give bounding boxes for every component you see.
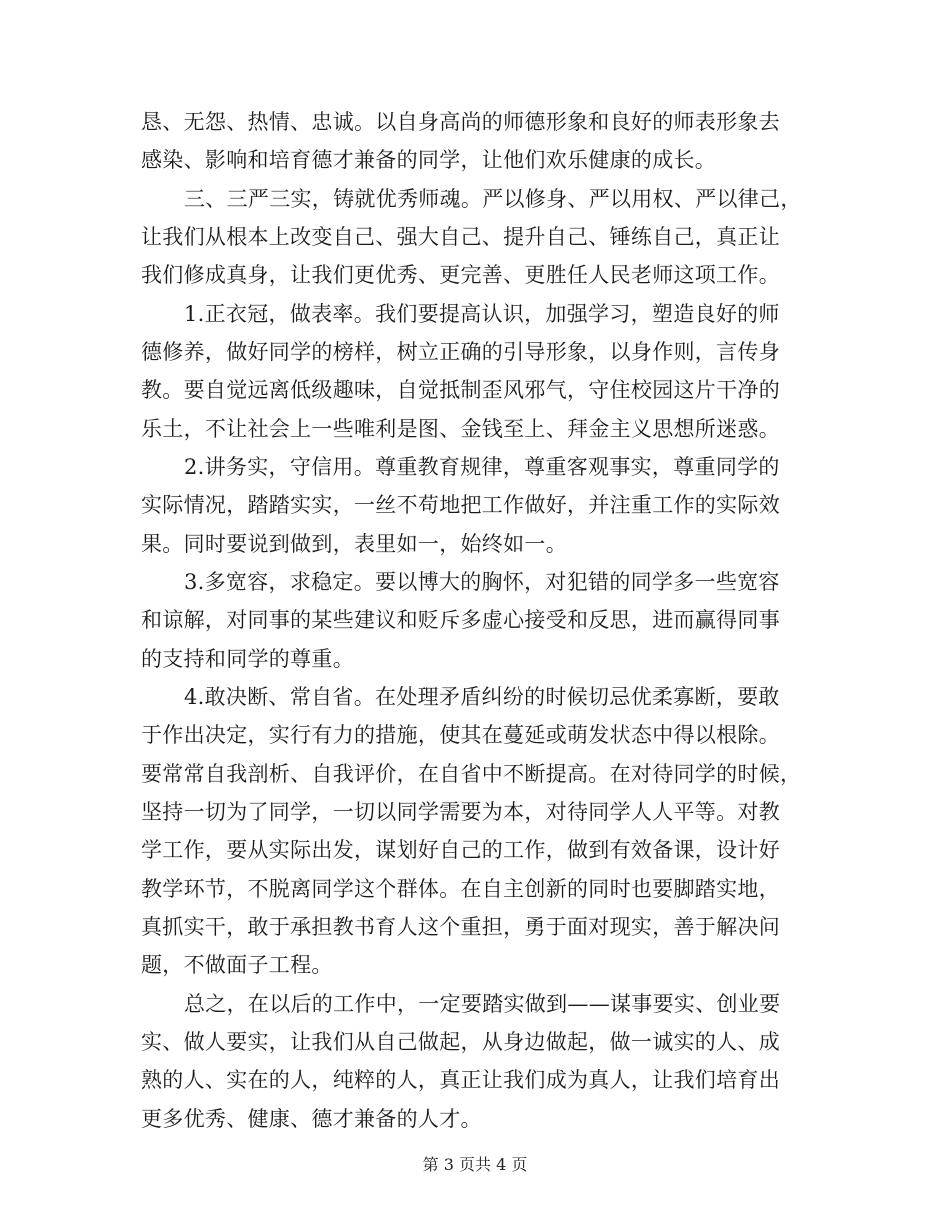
text-line: 乐土，不让社会上一些唯利是图、金钱至上、拜金主义思想所迷惑。 (141, 417, 780, 441)
text-line: 更多优秀、健康、德才兼备的人才。 (141, 1107, 482, 1131)
text-line: 和谅解，对同事的某些建议和贬斥多虚心接受和反思，进而赢得同事 (141, 608, 780, 632)
text-line: 让我们从根本上改变自己、强大自己、提升自己、锤练自己，真正让 (141, 225, 780, 249)
text-line: 题，不做面子工程。 (141, 953, 333, 977)
page-number-footer: 第 3 页共 4 页 (422, 1155, 528, 1174)
text-line: 教学环节，不脱离同学这个群体。在自主创新的同时也要脚踏实地， (141, 877, 780, 901)
paragraph-first-line: 1.正衣冠，做表率。我们要提高认识，加强学习，塑造良好的师 (184, 302, 780, 326)
text-line: 我们修成真身，让我们更优秀、更完善、更胜任人民老师这项工作。 (141, 263, 780, 287)
paragraph-first-line: 三、三严三实，铸就优秀师魂。严以修身、严以用权、严以律己， (184, 187, 802, 211)
paragraph-first-line: 2.讲务实，守信用。尊重教育规律，尊重客观事实，尊重同学的 (184, 455, 780, 479)
paragraph-first-line: 4.敢决断、常自省。在处理矛盾纠纷的时候切忌优柔寡断，要敢 (184, 685, 780, 709)
text-line: 坚持一切为了同学，一切以同学需要为本，对待同学人人平等。对教 (141, 800, 780, 824)
text-line: 于作出决定，实行有力的措施，使其在蔓延或萌发状态中得以根除。 (141, 723, 780, 747)
text-line: 实、做人要实，让我们从自己做起，从身边做起，做一诚实的人、成 (141, 1030, 780, 1054)
paragraph-first-line: 总之，在以后的工作中，一定要踏实做到——谋事要实、创业要 (184, 992, 781, 1016)
paragraph-first-line: 3.多宽容，求稳定。要以博大的胸怀，对犯错的同学多一些宽容 (184, 570, 780, 594)
text-line: 恳、无怨、热情、忠诚。以自身高尚的师德形象和良好的师表形象去 (141, 110, 780, 134)
text-line: 真抓实干，敢于承担教书育人这个重担，勇于面对现实，善于解决问 (141, 915, 780, 939)
text-line: 德修养，做好同学的榜样，树立正确的引导形象，以身作则，言传身 (141, 340, 780, 364)
text-line: 果。同时要说到做到，表里如一，始终如一。 (141, 532, 567, 556)
text-line: 教。要自觉远离低级趣味，自觉抵制歪风邪气，守住校园这片干净的 (141, 378, 780, 402)
text-line: 感染、影响和培育德才兼备的同学，让他们欢乐健康的成长。 (141, 148, 717, 172)
text-line: 学工作，要从实际出发，谋划好自己的工作，做到有效备课，设计好 (141, 838, 780, 862)
text-line: 要常常自我剖析、自我评价，在自省中不断提高。在对待同学的时候， (141, 762, 802, 786)
text-line: 熟的人、实在的人，纯粹的人，真正让我们成为真人，让我们培育出 (141, 1068, 780, 1092)
text-line: 的支持和同学的尊重。 (141, 647, 354, 671)
text-line: 实际情况，踏踏实实，一丝不苟地把工作做好，并注重工作的实际效 (141, 493, 780, 517)
